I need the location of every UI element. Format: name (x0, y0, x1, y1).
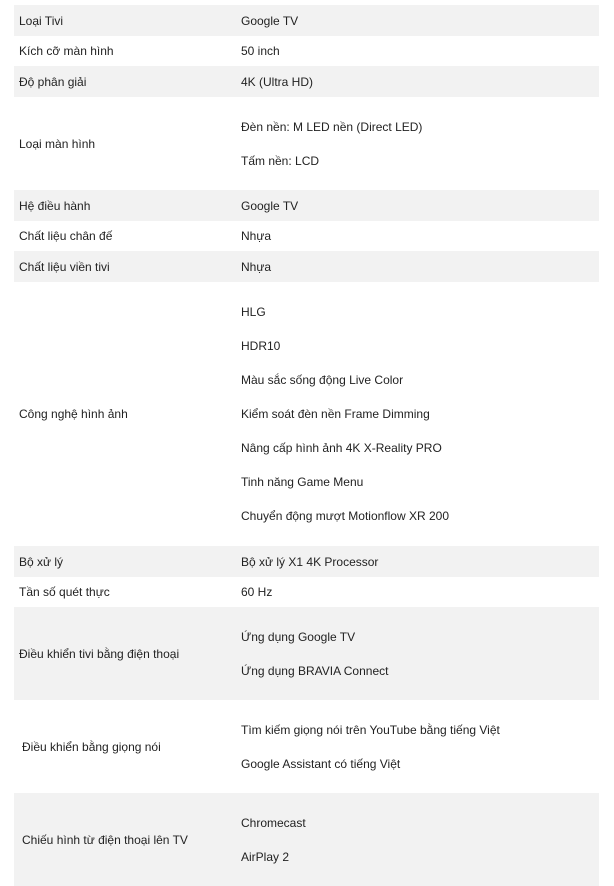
spec-value (236, 5, 599, 36)
spec-value (236, 190, 599, 221)
spec-row-screen-size (14, 36, 599, 66)
spec-row-processor (14, 546, 599, 577)
spec-label: Kích cỡ màn hình (14, 36, 236, 66)
spec-value-line: Đèn nền: M LED nền (Direct LED) (241, 119, 423, 134)
spec-value (236, 36, 599, 66)
spec-row-voice-control (14, 700, 599, 793)
spec-label: Chiếu hình từ điện thoại lên TV (14, 793, 236, 886)
spec-value (236, 66, 599, 97)
spec-value (236, 97, 599, 190)
spec-value (236, 251, 599, 282)
spec-value-line: Tìm kiếm giọng nói trên YouTube bằng tiếng Việt (241, 722, 500, 737)
spec-value-line: 50 inch (241, 44, 280, 58)
spec-value-line: HLG (241, 305, 266, 319)
spec-row-phone-control (14, 607, 599, 700)
spec-table (14, 5, 599, 886)
spec-value (236, 700, 599, 793)
spec-label: Công nghệ hình ảnh (14, 282, 236, 546)
spec-label: Bộ xử lý (14, 546, 236, 577)
spec-value-line: Chuyển động mượt Motionflow XR 200 (241, 509, 450, 523)
spec-row-bezel-material (14, 251, 599, 282)
spec-value-line: Màu sắc sống động Live Color (241, 373, 404, 387)
spec-value-line: HDR10 (241, 339, 281, 353)
spec-row-refresh-rate (14, 577, 599, 607)
spec-value-line: Tấm nền: LCD (241, 153, 320, 168)
spec-value-line: Nhựa (241, 259, 272, 274)
spec-value (236, 607, 599, 700)
spec-value-line: Bộ xử lý X1 4K Processor (241, 554, 379, 569)
spec-value-line: Google TV (241, 198, 299, 213)
spec-label: Độ phân giải (14, 66, 236, 97)
spec-row-resolution (14, 66, 599, 97)
spec-value-line: AirPlay 2 (241, 849, 290, 864)
spec-value-line: Tinh năng Game Menu (241, 475, 364, 489)
spec-row-screen-type (14, 97, 599, 190)
spec-value-line: Ứng dụng BRAVIA Connect (241, 663, 389, 678)
spec-value-line: Nâng cấp hình ảnh 4K X-Reality PRO (241, 441, 442, 455)
spec-label: Chất liệu chân đế (14, 221, 236, 251)
spec-label: Loại màn hình (14, 97, 236, 190)
spec-label: Điều khiển bằng giọng nói (14, 700, 236, 793)
spec-label: Tần số quét thực (14, 577, 236, 607)
spec-value-line: Google TV (241, 13, 299, 28)
spec-row-stand-material (14, 221, 599, 251)
spec-value-line: 4K (Ultra HD) (241, 74, 314, 89)
spec-value-line: 60 Hz (241, 585, 273, 599)
spec-value-line: Nhựa (241, 229, 272, 243)
spec-row-os (14, 190, 599, 221)
spec-value-line: Google Assistant có tiếng Việt (241, 756, 401, 771)
spec-row-picture-tech (14, 282, 599, 546)
spec-label: Chất liệu viền tivi (14, 251, 236, 282)
spec-label: Hệ điều hành (14, 190, 236, 221)
spec-value-line: Ứng dụng Google TV (241, 629, 356, 644)
spec-label: Điều khiển tivi bằng điện thoại (14, 607, 236, 700)
spec-value-line: Chromecast (241, 815, 306, 830)
spec-value (236, 546, 599, 577)
spec-value (236, 282, 599, 546)
spec-value (236, 221, 599, 251)
spec-value (236, 577, 599, 607)
spec-value-line: Kiểm soát đèn nền Frame Dimming (241, 407, 430, 421)
spec-row-screen-mirroring (14, 793, 599, 886)
spec-row-tv-type (14, 5, 599, 36)
spec-value (236, 793, 599, 886)
spec-label: Loại Tivi (14, 5, 236, 36)
